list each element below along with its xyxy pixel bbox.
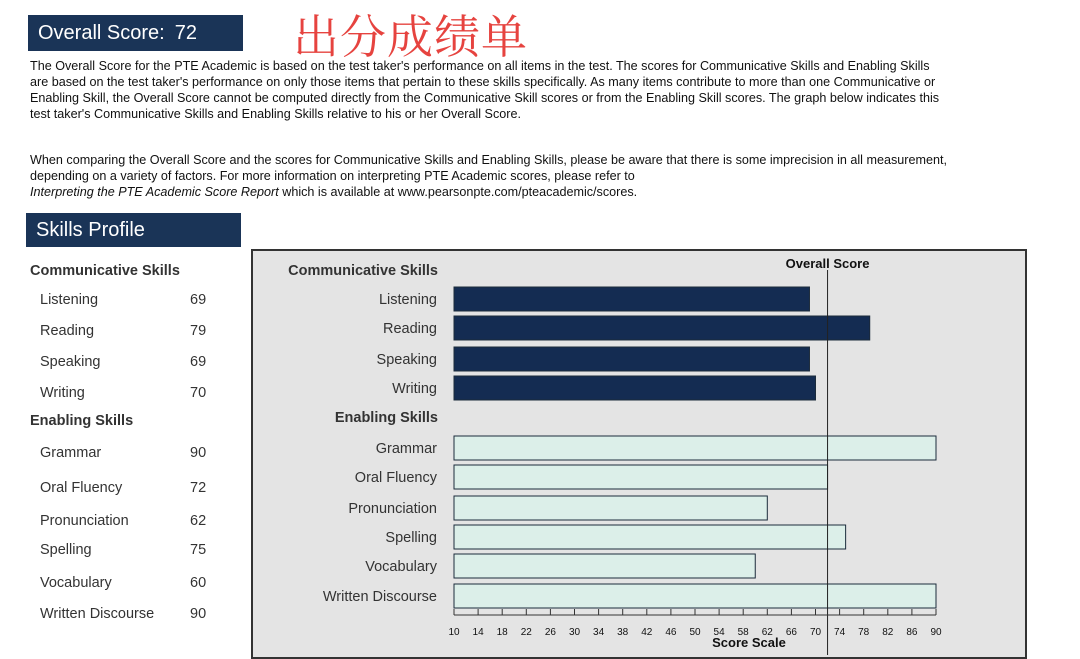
skills-chart (251, 249, 1027, 659)
x-tick-label: 38 (617, 627, 629, 638)
skill-name: Vocabulary (40, 575, 112, 591)
skill-name: Speaking (40, 354, 101, 370)
overall-score-header (28, 15, 243, 51)
x-tick-label: 66 (785, 627, 797, 638)
skills-profile-title: Skills Profile (36, 219, 145, 241)
skill-score: 79 (190, 323, 207, 339)
x-tick-label: 26 (544, 627, 556, 638)
chart-bar (454, 496, 767, 520)
chart-category-label: Listening (378, 292, 437, 308)
x-tick-label: 50 (689, 627, 701, 638)
x-tick-label: 82 (882, 627, 894, 638)
skill-score: 69 (190, 354, 207, 370)
imprecision-note-tail: which is available at www.pearsonpte.com/pteacademic/scores. (278, 185, 638, 199)
x-tick-label: 22 (520, 627, 532, 638)
x-tick-label: 34 (593, 627, 605, 638)
score-report-stamp: 出分成绩单 (293, 10, 528, 64)
skill-score: 69 (190, 292, 207, 308)
table-row (40, 575, 210, 591)
x-tick-label: 30 (568, 627, 581, 638)
overall-score-label: Overall Score (785, 256, 870, 271)
chart-category-label: Pronunciation (348, 501, 437, 517)
x-tick-label: 18 (496, 627, 508, 638)
skill-name: Spelling (40, 542, 92, 558)
chart-bar (454, 584, 936, 608)
table-row (40, 323, 210, 339)
chart-category-label: Writing (392, 381, 437, 397)
skill-name: Pronunciation (40, 513, 129, 529)
x-tick-label: 90 (930, 627, 942, 638)
chart-category-label: Written Discourse (322, 589, 437, 605)
x-tick-label: 14 (472, 627, 484, 638)
skill-score: 90 (190, 606, 207, 622)
skill-name: Listening (40, 292, 99, 308)
chart-bar (454, 465, 828, 489)
enabling-skills-heading: Enabling Skills (30, 413, 134, 429)
x-tick-label: 58 (737, 627, 749, 638)
x-tick-label: 78 (858, 627, 870, 638)
skill-score: 90 (190, 445, 207, 461)
chart-category-label: Vocabulary (365, 559, 437, 575)
chart-group-heading: Enabling Skills (334, 410, 438, 426)
table-row (40, 542, 210, 558)
chart-category-label: Oral Fluency (354, 470, 437, 486)
communicative-skills-heading: Communicative Skills (30, 263, 180, 279)
overall-score-label: Overall Score: (38, 22, 165, 44)
imprecision-note-text: When comparing the Overall Score and the scores for Communicative Skills and Enabling Skills, please be aware that there is some imprecision in all measurement, depending on a variety of factors. For more information on interpreting PTE Academic scores, please refer to (30, 153, 947, 183)
chart-bar (454, 316, 870, 340)
table-row (40, 292, 210, 308)
skill-score: 72 (190, 480, 207, 496)
x-tick-label: 42 (641, 627, 653, 638)
table-row (40, 385, 210, 401)
table-row (40, 354, 210, 370)
skill-score: 75 (190, 542, 207, 558)
x-tick-label: 86 (906, 627, 918, 638)
x-tick-label: 70 (809, 627, 822, 638)
skill-name: Grammar (40, 445, 102, 461)
table-row (40, 606, 210, 622)
skill-score: 62 (190, 513, 207, 529)
chart-category-label: Reading (382, 321, 437, 337)
skills-profile-header (26, 213, 241, 247)
skill-score: 60 (190, 575, 207, 591)
chart-category-label: Speaking (376, 352, 437, 368)
chart-bar (454, 287, 809, 311)
skill-name: Writing (40, 385, 85, 401)
chart-bar (454, 376, 816, 400)
table-row (40, 513, 210, 529)
table-row (40, 445, 210, 461)
chart-bar (454, 347, 809, 371)
score-report-guide-title: Interpreting the PTE Academic Score Report (30, 185, 279, 199)
chart-bar (454, 554, 755, 578)
x-tick-label: 46 (665, 627, 677, 638)
imprecision-note (30, 152, 950, 200)
x-tick-label: 54 (713, 627, 725, 638)
x-tick-label: 62 (761, 627, 773, 638)
skills-chart-svg (253, 251, 1025, 655)
chart-bar (454, 525, 846, 549)
chart-category-label: Spelling (385, 530, 437, 546)
chart-group-heading: Communicative Skills (288, 263, 438, 279)
table-row (40, 480, 210, 496)
skill-name: Written Discourse (40, 606, 155, 622)
x-axis-title: Score Scale (712, 635, 786, 650)
overall-score-value: 72 (174, 22, 197, 44)
overall-score-explanation: The Overall Score for the PTE Academic is based on the test taker's performance on all items in the test. The scores for Communicative Skills and Enabling Skills are based on the test taker's performance on only those items that pertain to these skills specifically. As many items contribute to more than one Communicative or Enabling Skill, the Overall Score cannot be computed directly from the Communicative Skill scores or from the Enabling Skill scores. The graph below indicates this test taker's Communicative Skills and Enabling Skills relative to his or her Overall Score. (30, 59, 940, 121)
chart-bar (454, 436, 936, 460)
skill-name: Oral Fluency (40, 480, 123, 496)
skill-name: Reading (40, 323, 95, 339)
x-tick-label: 10 (448, 627, 460, 638)
x-tick-label: 74 (834, 627, 846, 638)
skill-score: 70 (190, 385, 207, 401)
chart-category-label: Grammar (375, 441, 437, 457)
